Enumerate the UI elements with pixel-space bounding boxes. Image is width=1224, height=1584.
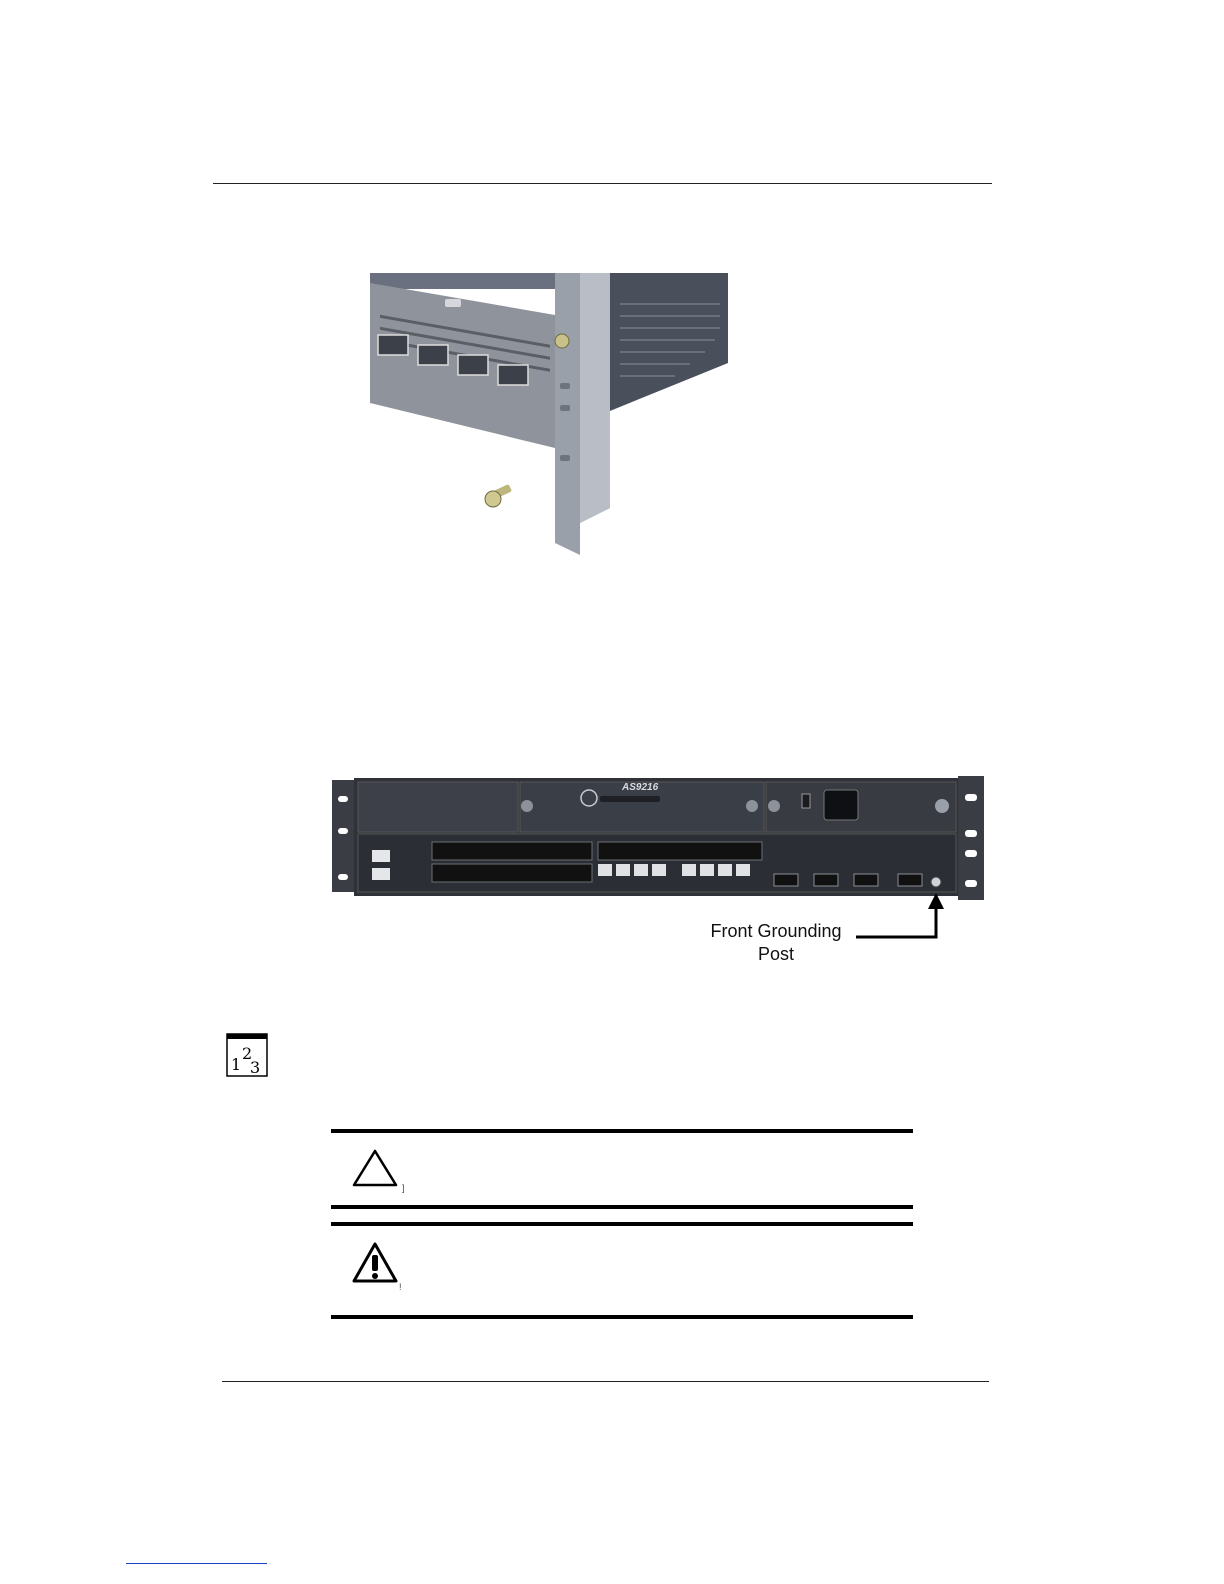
numbered-note-icon [226, 1033, 268, 1077]
front-grounding-post [931, 877, 941, 887]
svg-text:2: 2 [242, 1044, 253, 1063]
fan-handle [600, 796, 660, 802]
caution-triangle-icon [351, 1148, 401, 1190]
power-module [766, 782, 956, 832]
psu-screw-right [935, 799, 949, 813]
warning-bottom-rule [331, 1315, 913, 1319]
panel-handle [445, 299, 461, 307]
svg-text:3: 3 [250, 1058, 261, 1077]
blank-module [358, 782, 518, 832]
caution-bottom-rule [331, 1205, 913, 1209]
model-label: AS9216 [622, 782, 659, 793]
warning-top-rule [331, 1222, 913, 1226]
power-switch [802, 794, 810, 808]
rack-mount-figure [370, 273, 728, 555]
header-rule [213, 183, 992, 184]
caution-top-rule [331, 1129, 913, 1133]
fan-thumbscrew-right [746, 800, 758, 812]
psu-thumbscrew [768, 800, 780, 812]
loose-screw [485, 484, 512, 507]
warning-mark: ! [399, 1282, 402, 1292]
svg-text:1: 1 [231, 1055, 242, 1074]
sfp-ports-right [598, 842, 762, 860]
footer-link[interactable] [126, 1563, 267, 1564]
callout-line-2: Post [757, 944, 795, 964]
callout-arrow [850, 893, 950, 948]
callout-line-1: Front Grounding [710, 921, 842, 941]
callout-label [700, 920, 852, 966]
chassis-side [605, 273, 728, 413]
rack-bracket-face [580, 273, 610, 523]
footer-rule [222, 1381, 989, 1382]
installed-screw [555, 334, 569, 348]
warning-exclamation-icon [351, 1241, 401, 1286]
caution-mark: ] [402, 1183, 405, 1193]
power-inlet [824, 790, 858, 820]
front-panel-figure [332, 776, 986, 906]
fan-thumbscrew-left [521, 800, 533, 812]
